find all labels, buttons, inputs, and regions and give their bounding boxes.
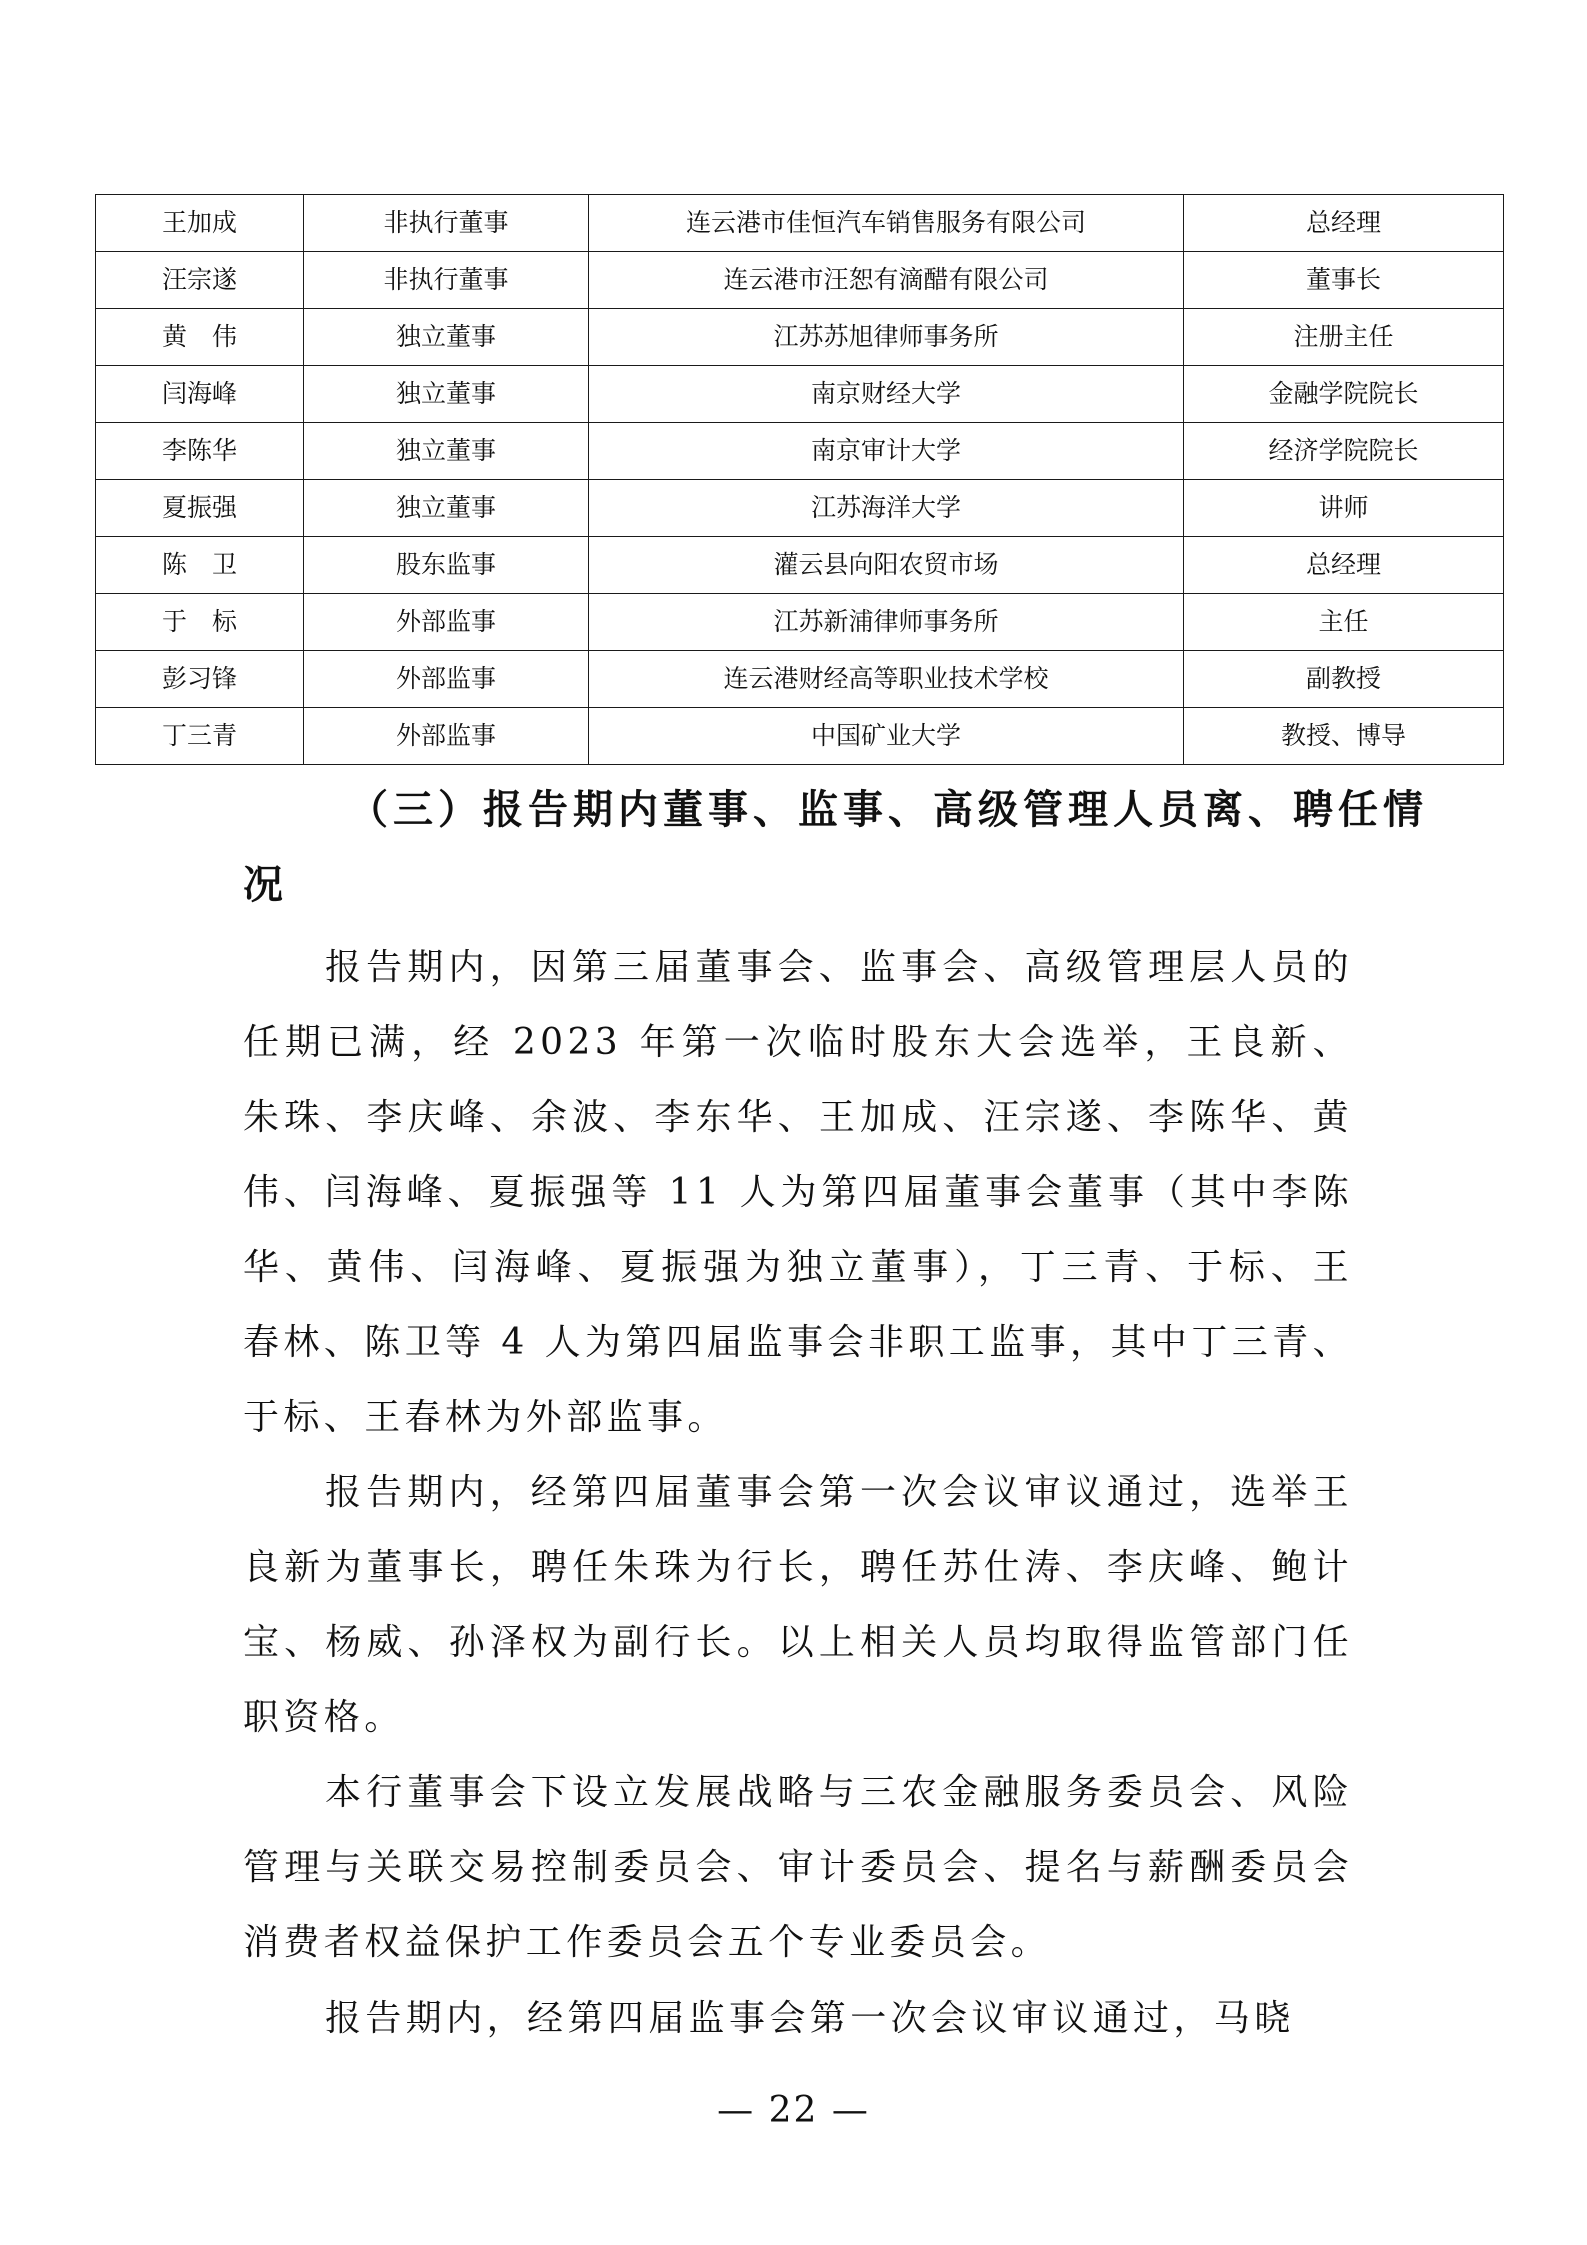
section-heading-line1: （三）报告期内董事、监事、高级管理人员离、聘任情 [348,786,1428,833]
body-paragraph: 报告期内，因第三届董事会、监事会、高级管理层人员的任期已满，经 2023 年第一次临时股东大会选举，王良新、朱珠、李庆峰、余波、李东华、王加成、汪宗遂、李陈华、黄伟、闫海峰、夏振强等 11 人为第四届董事会董事（其中李陈华、黄伟、闫海峰、夏振强为独立董事），丁三青、于标、王春林、陈卫等 4 人为第四届监事会非职工监事，其中丁三青、于标、王春林为外部监事。 [243,947,1353,1438]
name-cell: 王加成 [96,195,304,252]
role-cell: 外部监事 [304,708,589,765]
organization-cell: 中国矿业大学 [589,708,1184,765]
table-row [96,708,1504,765]
role-cell: 独立董事 [304,366,589,423]
organization-cell: 连云港市汪恕有滴醋有限公司 [589,252,1184,309]
organization-cell: 江苏新浦律师事务所 [589,594,1184,651]
body-paragraph: 本行董事会下设立发展战略与三农金融服务委员会、风险管理与关联交易控制委员会、审计委员会、提名与薪酬委员会消费者权益保护工作委员会五个专业委员会。 [243,1772,1353,1963]
name-cell: 黄 伟 [96,309,304,366]
name-cell: 闫海峰 [96,366,304,423]
title-cell: 金融学院院长 [1184,366,1504,423]
table-row [96,309,1504,366]
role-cell: 外部监事 [304,651,589,708]
table-row [96,480,1504,537]
organization-cell: 南京审计大学 [589,423,1184,480]
name-cell: 彭习锋 [96,651,304,708]
table-row [96,252,1504,309]
section-heading-line2: 况 [243,861,283,908]
body-paragraph: 报告期内，经第四届监事会第一次会议审议通过，马晓 [325,1998,1295,2039]
title-cell: 董事长 [1184,252,1504,309]
page-number: — 22 — [717,2090,870,2131]
name-cell: 李陈华 [96,423,304,480]
name-cell: 丁三青 [96,708,304,765]
role-cell: 非执行董事 [304,252,589,309]
table-row [96,537,1504,594]
name-cell: 汪宗遂 [96,252,304,309]
table-row [96,594,1504,651]
title-cell: 经济学院院长 [1184,423,1504,480]
name-cell: 陈 卫 [96,537,304,594]
role-cell: 外部监事 [304,594,589,651]
organization-cell: 江苏苏旭律师事务所 [589,309,1184,366]
role-cell: 独立董事 [304,480,589,537]
title-cell: 讲师 [1184,480,1504,537]
organization-cell: 灌云县向阳农贸市场 [589,537,1184,594]
organization-cell: 连云港财经高等职业技术学校 [589,651,1184,708]
title-cell: 主任 [1184,594,1504,651]
table-row [96,651,1504,708]
organization-cell: 江苏海洋大学 [589,480,1184,537]
table-row [96,366,1504,423]
table-row [96,423,1504,480]
table-row [96,195,1504,252]
role-cell: 独立董事 [304,309,589,366]
body-paragraph: 报告期内，经第四届董事会第一次会议审议通过，选举王良新为董事长，聘任朱珠为行长，聘任苏仕涛、李庆峰、鲍计宝、杨威、孙泽权为副行长。以上相关人员均取得监管部门任职资格。 [243,1472,1353,1738]
role-cell: 独立董事 [304,423,589,480]
organization-cell: 南京财经大学 [589,366,1184,423]
organization-cell: 连云港市佳恒汽车销售服务有限公司 [589,195,1184,252]
title-cell: 总经理 [1184,195,1504,252]
title-cell: 总经理 [1184,537,1504,594]
title-cell: 教授、博导 [1184,708,1504,765]
title-cell: 副教授 [1184,651,1504,708]
role-cell: 非执行董事 [304,195,589,252]
title-cell: 注册主任 [1184,309,1504,366]
director-supervisor-table [95,194,1504,765]
name-cell: 于 标 [96,594,304,651]
role-cell: 股东监事 [304,537,589,594]
name-cell: 夏振强 [96,480,304,537]
